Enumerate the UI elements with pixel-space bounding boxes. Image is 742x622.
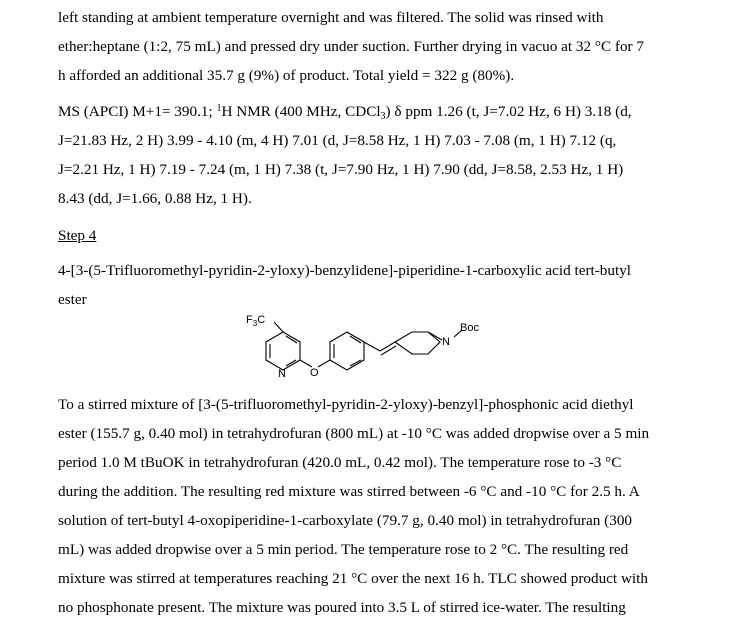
paragraph-workup xyxy=(58,3,708,90)
structure-drawing xyxy=(230,310,510,385)
text-line: To a stirred mixture of [3-(5-trifluoromethyl-pyridin-2-yloxy)-benzyl]-phosphonic acid diethyl xyxy=(58,396,634,413)
text-line: left standing at ambient temperature overnight and was filtered. The solid was rinsed with xyxy=(58,9,604,26)
text-line: 8.43 (dd, J=1.66, 0.88 Hz, 1 H). xyxy=(58,190,252,207)
text-line: solution of tert-butyl 4-oxopiperidine-1-carboxylate (79.7 g, 0.40 mol) in tetrahydrofuran (300 xyxy=(58,512,633,529)
text-line: ether:heptane (1:2, 75 mL) and pressed dry under suction. Further drying in vacuo at 32 °C for 7 xyxy=(58,38,645,55)
text-line: h afforded an additional 35.7 g (9%) of product. Total yield = 322 g (80%). xyxy=(58,67,515,84)
compound-title xyxy=(58,256,708,314)
boc-label: Boc xyxy=(460,322,479,334)
text-line: period 1.0 M tBuOK in tetrahydrofuran (420.0 mL, 0.42 mol). The temperature rose to -3 °C xyxy=(58,454,622,471)
nmr-superscript: 1 xyxy=(216,103,222,114)
ether-o-label: O xyxy=(310,367,319,379)
text-line: mL) was added dropwise over a 5 min period. The temperature rose to 2 °C. The resulting red xyxy=(58,541,629,558)
cf3-label: $F_3C$ xyxy=(246,314,266,328)
text-line xyxy=(58,97,708,126)
step-heading: Step 4 xyxy=(58,227,97,244)
pyridine-ring xyxy=(266,332,300,370)
text-line: no phosphonate present. The mixture was poured into 3.5 L of stirred ice-water. The resulting xyxy=(58,599,626,616)
paragraph-procedure xyxy=(58,390,708,622)
text-line: ester xyxy=(58,291,87,308)
ms-text: MS (APCI) M+1= 390.1; xyxy=(58,103,217,120)
piperidine-n-label: N xyxy=(442,336,450,348)
text-line: during the addition. The resulting red mixture was stirred between -6 °C and -10 °C for 2.5 h. A xyxy=(58,483,640,500)
ether-bond xyxy=(300,360,312,367)
text-line: ester (155.7 g, 0.40 mol) in tetrahydrofuran (800 mL) at -10 °C was added dropwise over a 5 min xyxy=(58,425,650,442)
pyridine-n-label: N xyxy=(278,368,286,380)
text-line: J=2.21 Hz, 1 H) 7.19 - 7.24 (m, 1 H) 7.38 (t, J=7.90 Hz, 1 H) 7.90 (dd, J=8.58, 2.53 Hz, 1 H) xyxy=(58,161,624,178)
text-line: J=21.83 Hz, 2 H) 3.99 - 4.10 (m, 4 H) 7.01 (d, J=8.58 Hz, 1 H) 7.03 - 7.08 (m, 1 H) 7.12 (q, xyxy=(58,132,617,149)
solvent-subscript: 3 xyxy=(380,111,386,122)
nmr-text: H NMR (400 MHz, CDCl xyxy=(221,103,381,120)
chemical-structure xyxy=(230,310,510,385)
text-line: mixture was stirred at temperatures reaching 21 °C over the next 16 h. TLC showed product with xyxy=(58,570,648,587)
text-line: 4-[3-(5-Trifluoromethyl-pyridin-2-yloxy)-benzylidene]-piperidine-1-carboxylic acid tert-butyl xyxy=(58,262,632,279)
paragraph-characterization xyxy=(58,97,708,213)
benzene-ring xyxy=(330,332,364,370)
nmr-shifts: ) δ ppm 1.26 (t, J=7.02 Hz, 6 H) 3.18 (d, xyxy=(385,103,632,120)
